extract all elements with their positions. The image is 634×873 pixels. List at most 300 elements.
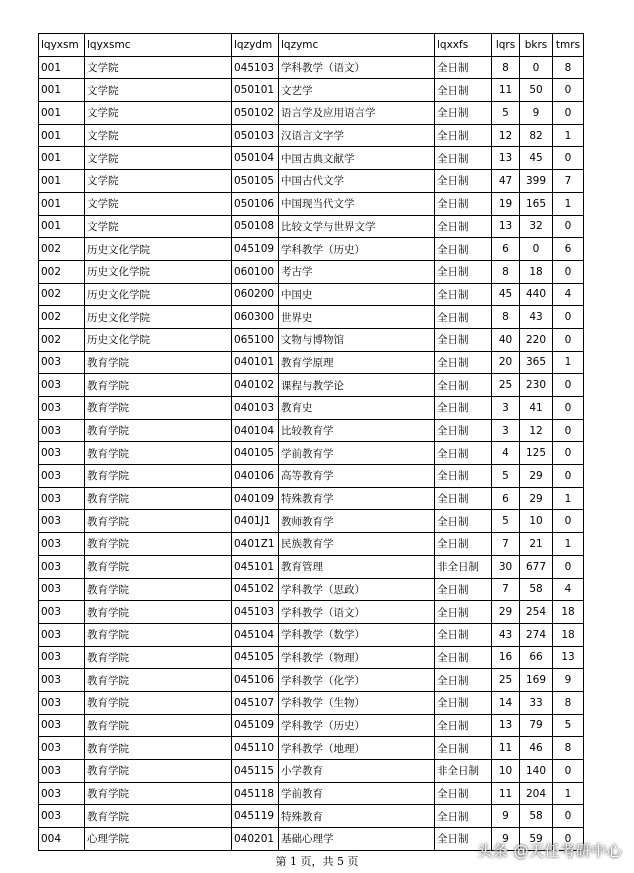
cell-bkrs: 32 xyxy=(520,215,553,238)
column-header-lqrs: lqrs xyxy=(492,34,520,57)
cell-lqrs: 11 xyxy=(492,79,520,102)
table-row xyxy=(39,714,584,737)
cell-lqxxfs: 全日制 xyxy=(435,56,492,79)
cell-lqzymc: 高等教育学 xyxy=(279,465,435,488)
cell-lqyxsm: 003 xyxy=(39,465,85,488)
cell-lqxxfs: 全日制 xyxy=(435,669,492,692)
cell-tmrs: 0 xyxy=(553,147,584,170)
cell-lqrs: 7 xyxy=(492,578,520,601)
cell-lqxxfs: 非全日制 xyxy=(435,555,492,578)
cell-bkrs: 274 xyxy=(520,623,553,646)
cell-lqzymc: 特殊教育 xyxy=(279,805,435,828)
cell-tmrs: 0 xyxy=(553,419,584,442)
cell-tmrs: 1 xyxy=(553,533,584,556)
cell-lqrs: 29 xyxy=(492,601,520,624)
cell-lqxxfs: 全日制 xyxy=(435,533,492,556)
cell-lqzymc: 教师教育学 xyxy=(279,510,435,533)
cell-lqzymc: 教育学原理 xyxy=(279,351,435,374)
cell-bkrs: 29 xyxy=(520,487,553,510)
cell-lqxxfs: 全日制 xyxy=(435,215,492,238)
cell-lqxxfs: 全日制 xyxy=(435,805,492,828)
cell-lqyxsmc: 心理学院 xyxy=(85,828,232,851)
cell-tmrs: 0 xyxy=(553,102,584,125)
table-row xyxy=(39,170,584,193)
cell-lqzydm: 060300 xyxy=(232,306,279,329)
cell-lqxxfs: 非全日制 xyxy=(435,760,492,783)
cell-lqrs: 25 xyxy=(492,374,520,397)
table-row xyxy=(39,510,584,533)
cell-lqzydm: 065100 xyxy=(232,328,279,351)
cell-lqyxsm: 003 xyxy=(39,510,85,533)
cell-lqyxsm: 003 xyxy=(39,646,85,669)
cell-lqzydm: 045103 xyxy=(232,601,279,624)
cell-tmrs: 9 xyxy=(553,669,584,692)
cell-bkrs: 43 xyxy=(520,306,553,329)
table-row xyxy=(39,147,584,170)
cell-lqxxfs: 全日制 xyxy=(435,238,492,261)
cell-lqzydm: 045106 xyxy=(232,669,279,692)
cell-bkrs: 29 xyxy=(520,465,553,488)
cell-lqzydm: 040109 xyxy=(232,487,279,510)
cell-lqyxsm: 003 xyxy=(39,578,85,601)
cell-bkrs: 21 xyxy=(520,533,553,556)
cell-lqxxfs: 全日制 xyxy=(435,147,492,170)
cell-lqyxsmc: 历史文化学院 xyxy=(85,238,232,261)
table-row xyxy=(39,56,584,79)
table-row xyxy=(39,419,584,442)
cell-bkrs: 0 xyxy=(520,56,553,79)
cell-lqyxsmc: 教育学院 xyxy=(85,351,232,374)
cell-lqzymc: 学科教学（物理） xyxy=(279,646,435,669)
cell-tmrs: 0 xyxy=(553,215,584,238)
cell-tmrs: 8 xyxy=(553,56,584,79)
cell-lqyxsmc: 历史文化学院 xyxy=(85,306,232,329)
cell-lqzydm: 0401Z1 xyxy=(232,533,279,556)
cell-tmrs: 0 xyxy=(553,828,584,851)
cell-tmrs: 1 xyxy=(553,782,584,805)
cell-lqyxsmc: 历史文化学院 xyxy=(85,328,232,351)
table-row xyxy=(39,737,584,760)
cell-tmrs: 0 xyxy=(553,805,584,828)
cell-lqyxsm: 003 xyxy=(39,669,85,692)
cell-tmrs: 8 xyxy=(553,691,584,714)
cell-tmrs: 0 xyxy=(553,306,584,329)
table-row xyxy=(39,102,584,125)
cell-lqzymc: 世界史 xyxy=(279,306,435,329)
cell-lqzymc: 学科教学（语文） xyxy=(279,601,435,624)
cell-lqrs: 16 xyxy=(492,646,520,669)
cell-lqrs: 5 xyxy=(492,510,520,533)
cell-lqyxsm: 001 xyxy=(39,79,85,102)
cell-lqxxfs: 全日制 xyxy=(435,737,492,760)
cell-bkrs: 18 xyxy=(520,260,553,283)
cell-lqrs: 4 xyxy=(492,442,520,465)
cell-lqzymc: 学前教育学 xyxy=(279,442,435,465)
cell-lqyxsmc: 教育学院 xyxy=(85,555,232,578)
cell-lqzymc: 小学教育 xyxy=(279,760,435,783)
cell-tmrs: 0 xyxy=(553,442,584,465)
cell-lqrs: 5 xyxy=(492,102,520,125)
cell-bkrs: 169 xyxy=(520,669,553,692)
table-row xyxy=(39,669,584,692)
cell-tmrs: 0 xyxy=(553,397,584,420)
cell-lqzydm: 060100 xyxy=(232,260,279,283)
cell-lqyxsmc: 教育学院 xyxy=(85,691,232,714)
cell-lqrs: 8 xyxy=(492,306,520,329)
cell-bkrs: 220 xyxy=(520,328,553,351)
cell-lqzydm: 045115 xyxy=(232,760,279,783)
cell-lqrs: 8 xyxy=(492,260,520,283)
table-body xyxy=(39,56,584,850)
cell-lqzymc: 学科教学（语文） xyxy=(279,56,435,79)
table-row xyxy=(39,260,584,283)
cell-lqzydm: 045118 xyxy=(232,782,279,805)
cell-lqyxsm: 003 xyxy=(39,487,85,510)
table-row xyxy=(39,487,584,510)
cell-lqrs: 6 xyxy=(492,238,520,261)
cell-lqrs: 11 xyxy=(492,782,520,805)
cell-bkrs: 165 xyxy=(520,192,553,215)
table-row xyxy=(39,623,584,646)
cell-lqzymc: 学科教学（思政） xyxy=(279,578,435,601)
cell-lqzymc: 汉语言文字学 xyxy=(279,124,435,147)
cell-lqrs: 12 xyxy=(492,124,520,147)
cell-lqyxsmc: 教育学院 xyxy=(85,487,232,510)
cell-tmrs: 0 xyxy=(553,555,584,578)
table-row xyxy=(39,374,584,397)
cell-tmrs: 4 xyxy=(553,578,584,601)
cell-lqzydm: 045109 xyxy=(232,238,279,261)
table-row xyxy=(39,601,584,624)
cell-lqyxsm: 003 xyxy=(39,533,85,556)
cell-lqxxfs: 全日制 xyxy=(435,691,492,714)
table-row xyxy=(39,805,584,828)
cell-lqyxsm: 002 xyxy=(39,283,85,306)
cell-tmrs: 0 xyxy=(553,510,584,533)
cell-bkrs: 82 xyxy=(520,124,553,147)
cell-tmrs: 0 xyxy=(553,760,584,783)
page-footer: 第 1 页，共 5 页 xyxy=(275,855,359,868)
cell-lqyxsmc: 文学院 xyxy=(85,124,232,147)
cell-lqyxsmc: 教育学院 xyxy=(85,714,232,737)
cell-lqrs: 47 xyxy=(492,170,520,193)
cell-lqyxsm: 002 xyxy=(39,260,85,283)
table-row xyxy=(39,328,584,351)
cell-lqxxfs: 全日制 xyxy=(435,714,492,737)
cell-lqyxsm: 003 xyxy=(39,782,85,805)
cell-lqzydm: 050104 xyxy=(232,147,279,170)
table-row xyxy=(39,351,584,374)
cell-bkrs: 50 xyxy=(520,79,553,102)
cell-lqyxsmc: 教育学院 xyxy=(85,782,232,805)
cell-lqxxfs: 全日制 xyxy=(435,487,492,510)
cell-lqzymc: 学科教学（生物） xyxy=(279,691,435,714)
cell-lqzydm: 045110 xyxy=(232,737,279,760)
cell-bkrs: 45 xyxy=(520,147,553,170)
cell-lqzymc: 学科教学（化学） xyxy=(279,669,435,692)
table-row xyxy=(39,124,584,147)
cell-lqzymc: 中国古代文学 xyxy=(279,170,435,193)
table-row xyxy=(39,465,584,488)
cell-lqrs: 14 xyxy=(492,691,520,714)
cell-lqyxsm: 002 xyxy=(39,238,85,261)
cell-lqyxsm: 001 xyxy=(39,170,85,193)
cell-lqzydm: 0401J1 xyxy=(232,510,279,533)
cell-bkrs: 230 xyxy=(520,374,553,397)
cell-lqzydm: 050105 xyxy=(232,170,279,193)
cell-lqzymc: 民族教育学 xyxy=(279,533,435,556)
admissions-table xyxy=(38,33,584,851)
column-header-lqyxsm: lqyxsm xyxy=(39,34,85,57)
cell-lqrs: 40 xyxy=(492,328,520,351)
cell-lqyxsm: 003 xyxy=(39,737,85,760)
cell-lqzymc: 中国古典文献学 xyxy=(279,147,435,170)
cell-lqyxsm: 003 xyxy=(39,442,85,465)
cell-bkrs: 58 xyxy=(520,805,553,828)
table-row xyxy=(39,578,584,601)
cell-lqrs: 20 xyxy=(492,351,520,374)
cell-lqrs: 9 xyxy=(492,828,520,851)
table-row xyxy=(39,555,584,578)
cell-lqzymc: 教育管理 xyxy=(279,555,435,578)
table-row xyxy=(39,646,584,669)
cell-lqyxsm: 003 xyxy=(39,555,85,578)
table-row xyxy=(39,283,584,306)
cell-tmrs: 0 xyxy=(553,328,584,351)
cell-lqrs: 25 xyxy=(492,669,520,692)
cell-lqrs: 45 xyxy=(492,283,520,306)
cell-lqxxfs: 全日制 xyxy=(435,828,492,851)
cell-lqrs: 13 xyxy=(492,714,520,737)
cell-lqyxsm: 004 xyxy=(39,828,85,851)
cell-lqzymc: 学科教学（历史） xyxy=(279,238,435,261)
cell-lqyxsm: 001 xyxy=(39,192,85,215)
cell-bkrs: 46 xyxy=(520,737,553,760)
cell-lqxxfs: 全日制 xyxy=(435,397,492,420)
column-header-tmrs: tmrs xyxy=(553,34,584,57)
cell-bkrs: 9 xyxy=(520,102,553,125)
cell-lqyxsmc: 教育学院 xyxy=(85,419,232,442)
column-header-bkrs: bkrs xyxy=(520,34,553,57)
cell-lqyxsmc: 教育学院 xyxy=(85,374,232,397)
cell-lqyxsmc: 教育学院 xyxy=(85,737,232,760)
cell-tmrs: 13 xyxy=(553,646,584,669)
cell-lqxxfs: 全日制 xyxy=(435,782,492,805)
table-row xyxy=(39,442,584,465)
cell-lqxxfs: 全日制 xyxy=(435,646,492,669)
cell-lqzydm: 040104 xyxy=(232,419,279,442)
cell-lqzymc: 中国史 xyxy=(279,283,435,306)
cell-lqyxsm: 003 xyxy=(39,714,85,737)
cell-bkrs: 10 xyxy=(520,510,553,533)
cell-lqxxfs: 全日制 xyxy=(435,351,492,374)
table-row xyxy=(39,691,584,714)
cell-bkrs: 59 xyxy=(520,828,553,851)
cell-tmrs: 0 xyxy=(553,374,584,397)
cell-lqyxsmc: 文学院 xyxy=(85,56,232,79)
cell-lqyxsmc: 历史文化学院 xyxy=(85,260,232,283)
cell-lqzydm: 050101 xyxy=(232,79,279,102)
cell-lqyxsm: 003 xyxy=(39,691,85,714)
cell-lqyxsmc: 教育学院 xyxy=(85,578,232,601)
cell-lqrs: 5 xyxy=(492,465,520,488)
cell-lqrs: 3 xyxy=(492,397,520,420)
cell-lqyxsmc: 教育学院 xyxy=(85,601,232,624)
cell-lqyxsm: 001 xyxy=(39,215,85,238)
cell-lqzydm: 045101 xyxy=(232,555,279,578)
cell-lqzydm: 040102 xyxy=(232,374,279,397)
cell-lqxxfs: 全日制 xyxy=(435,260,492,283)
cell-lqrs: 3 xyxy=(492,419,520,442)
cell-bkrs: 440 xyxy=(520,283,553,306)
cell-lqyxsm: 002 xyxy=(39,328,85,351)
cell-lqyxsmc: 教育学院 xyxy=(85,760,232,783)
cell-lqyxsmc: 教育学院 xyxy=(85,805,232,828)
cell-bkrs: 254 xyxy=(520,601,553,624)
cell-lqzydm: 050106 xyxy=(232,192,279,215)
cell-lqzydm: 045107 xyxy=(232,691,279,714)
cell-lqxxfs: 全日制 xyxy=(435,374,492,397)
cell-tmrs: 1 xyxy=(553,192,584,215)
cell-bkrs: 125 xyxy=(520,442,553,465)
cell-lqyxsmc: 教育学院 xyxy=(85,646,232,669)
cell-tmrs: 6 xyxy=(553,238,584,261)
cell-lqzydm: 045104 xyxy=(232,623,279,646)
cell-tmrs: 1 xyxy=(553,124,584,147)
cell-lqxxfs: 全日制 xyxy=(435,601,492,624)
table-row xyxy=(39,760,584,783)
header-row xyxy=(39,34,584,57)
cell-lqzymc: 课程与教学论 xyxy=(279,374,435,397)
cell-lqzymc: 文艺学 xyxy=(279,79,435,102)
cell-lqrs: 11 xyxy=(492,737,520,760)
cell-lqrs: 43 xyxy=(492,623,520,646)
cell-lqzymc: 比较教育学 xyxy=(279,419,435,442)
cell-lqzydm: 045103 xyxy=(232,56,279,79)
cell-lqrs: 13 xyxy=(492,147,520,170)
cell-lqzydm: 050108 xyxy=(232,215,279,238)
cell-lqrs: 10 xyxy=(492,760,520,783)
table-row xyxy=(39,79,584,102)
cell-lqxxfs: 全日制 xyxy=(435,102,492,125)
cell-lqzymc: 特殊教育学 xyxy=(279,487,435,510)
cell-bkrs: 33 xyxy=(520,691,553,714)
cell-bkrs: 0 xyxy=(520,238,553,261)
cell-lqzymc: 教育史 xyxy=(279,397,435,420)
cell-lqzymc: 学科教学（数学） xyxy=(279,623,435,646)
cell-lqzydm: 045102 xyxy=(232,578,279,601)
cell-lqxxfs: 全日制 xyxy=(435,79,492,102)
cell-lqrs: 30 xyxy=(492,555,520,578)
cell-lqxxfs: 全日制 xyxy=(435,419,492,442)
cell-lqrs: 7 xyxy=(492,533,520,556)
cell-lqzydm: 045119 xyxy=(232,805,279,828)
cell-lqyxsm: 001 xyxy=(39,147,85,170)
column-header-lqzydm: lqzydm xyxy=(232,34,279,57)
cell-lqzydm: 040103 xyxy=(232,397,279,420)
cell-lqzymc: 学科教学（地理） xyxy=(279,737,435,760)
cell-bkrs: 66 xyxy=(520,646,553,669)
cell-lqyxsm: 003 xyxy=(39,805,85,828)
cell-lqyxsmc: 文学院 xyxy=(85,215,232,238)
table-row xyxy=(39,397,584,420)
cell-tmrs: 5 xyxy=(553,714,584,737)
cell-tmrs: 8 xyxy=(553,737,584,760)
cell-lqyxsmc: 教育学院 xyxy=(85,397,232,420)
cell-lqyxsmc: 教育学院 xyxy=(85,442,232,465)
cell-bkrs: 12 xyxy=(520,419,553,442)
cell-lqzydm: 045105 xyxy=(232,646,279,669)
cell-lqyxsm: 002 xyxy=(39,306,85,329)
cell-lqxxfs: 全日制 xyxy=(435,442,492,465)
cell-lqzydm: 050102 xyxy=(232,102,279,125)
cell-lqxxfs: 全日制 xyxy=(435,192,492,215)
cell-lqzydm: 040101 xyxy=(232,351,279,374)
cell-bkrs: 204 xyxy=(520,782,553,805)
cell-lqyxsmc: 教育学院 xyxy=(85,510,232,533)
cell-lqyxsm: 003 xyxy=(39,623,85,646)
cell-lqyxsmc: 教育学院 xyxy=(85,623,232,646)
cell-lqyxsmc: 文学院 xyxy=(85,147,232,170)
cell-lqyxsmc: 文学院 xyxy=(85,102,232,125)
cell-lqzydm: 040106 xyxy=(232,465,279,488)
watermark: 头条 @天任考研中心 xyxy=(477,842,622,860)
cell-lqyxsm: 001 xyxy=(39,102,85,125)
cell-lqxxfs: 全日制 xyxy=(435,124,492,147)
cell-lqzymc: 比较文学与世界文学 xyxy=(279,215,435,238)
cell-lqyxsm: 003 xyxy=(39,351,85,374)
cell-bkrs: 365 xyxy=(520,351,553,374)
cell-lqzydm: 040105 xyxy=(232,442,279,465)
table-row xyxy=(39,306,584,329)
table-row xyxy=(39,533,584,556)
cell-lqxxfs: 全日制 xyxy=(435,306,492,329)
cell-lqzymc: 学科教学（历史） xyxy=(279,714,435,737)
cell-lqxxfs: 全日制 xyxy=(435,328,492,351)
cell-tmrs: 0 xyxy=(553,79,584,102)
cell-lqxxfs: 全日制 xyxy=(435,510,492,533)
cell-lqyxsm: 003 xyxy=(39,419,85,442)
cell-tmrs: 18 xyxy=(553,601,584,624)
cell-bkrs: 140 xyxy=(520,760,553,783)
cell-lqyxsm: 003 xyxy=(39,760,85,783)
cell-lqzymc: 基础心理学 xyxy=(279,828,435,851)
cell-lqyxsmc: 教育学院 xyxy=(85,533,232,556)
table-row xyxy=(39,215,584,238)
cell-lqzymc: 文物与博物馆 xyxy=(279,328,435,351)
cell-tmrs: 1 xyxy=(553,351,584,374)
cell-bkrs: 79 xyxy=(520,714,553,737)
cell-lqyxsmc: 教育学院 xyxy=(85,669,232,692)
cell-lqxxfs: 全日制 xyxy=(435,283,492,306)
cell-bkrs: 41 xyxy=(520,397,553,420)
cell-lqyxsm: 003 xyxy=(39,374,85,397)
column-header-lqzymc: lqzymc xyxy=(279,34,435,57)
cell-tmrs: 7 xyxy=(553,170,584,193)
cell-lqyxsm: 003 xyxy=(39,601,85,624)
cell-lqyxsmc: 文学院 xyxy=(85,192,232,215)
cell-lqxxfs: 全日制 xyxy=(435,623,492,646)
column-header-lqxxfs: lqxxfs xyxy=(435,34,492,57)
cell-lqzydm: 045109 xyxy=(232,714,279,737)
cell-lqxxfs: 全日制 xyxy=(435,578,492,601)
cell-tmrs: 1 xyxy=(553,487,584,510)
cell-lqyxsmc: 历史文化学院 xyxy=(85,283,232,306)
cell-lqzydm: 050103 xyxy=(232,124,279,147)
cell-lqxxfs: 全日制 xyxy=(435,465,492,488)
cell-lqzymc: 语言学及应用语言学 xyxy=(279,102,435,125)
cell-lqzymc: 中国现当代文学 xyxy=(279,192,435,215)
